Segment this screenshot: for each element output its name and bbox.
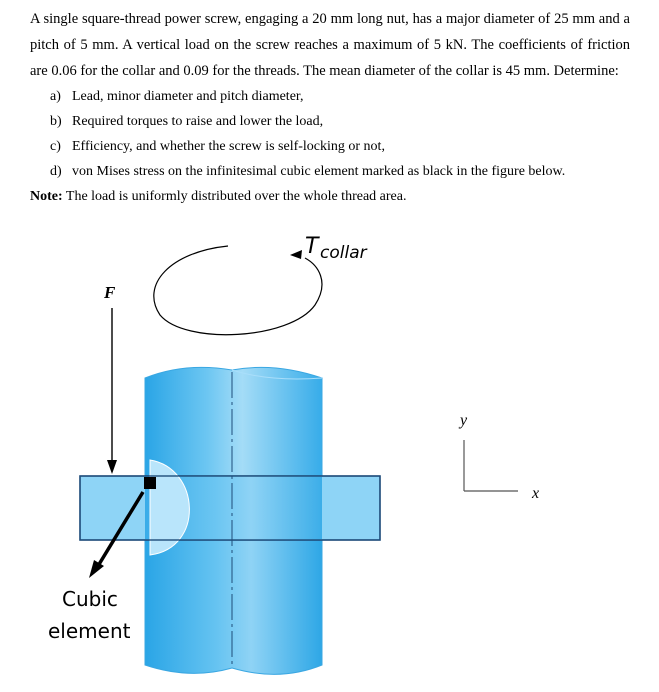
cubic-element-label-line1: Cubic [62,587,118,611]
screw-upper [145,367,322,476]
torque-arrowhead [290,250,302,259]
problem-intro: A single square-thread power screw, engaging a 20 mm long nut, has a major diameter of 25 mm and a pitch of 5 mm. A vertical load on the screw reaches a maximum of 5 kN. The coefficients of friction are 0.06 for the collar and 0.09 for the threads. The mean diameter of the collar is 45 mm. Determine: [30,11,630,79]
question-item-a: a) Lead, minor diameter and pitch diameter, [50,89,304,104]
axis-y-label: y [460,412,468,429]
cubic-element-label-line2: element [48,619,131,643]
question-item-b: b) Required torques to raise and lower the load, [50,114,324,129]
screw-lower [145,540,322,674]
force-label: F [104,283,116,302]
torque-subscript: collar [320,243,367,263]
torque-arrow [154,246,322,335]
cubic-element-marker [144,477,156,489]
note-label: Note: [30,189,63,204]
coordinate-axes [464,440,518,491]
question-item-d: d) von Mises stress on the infinitesimal cubic element marked as black in the figure below. [50,164,566,179]
question-item-c: c) Efficiency, and whether the screw is self-locking or not, [50,139,385,154]
force-arrow [107,308,117,474]
axis-x-label: x [532,485,540,502]
note-text: The load is uniformly distributed over the whole thread area. [62,189,407,204]
torque-label: T [305,234,319,259]
